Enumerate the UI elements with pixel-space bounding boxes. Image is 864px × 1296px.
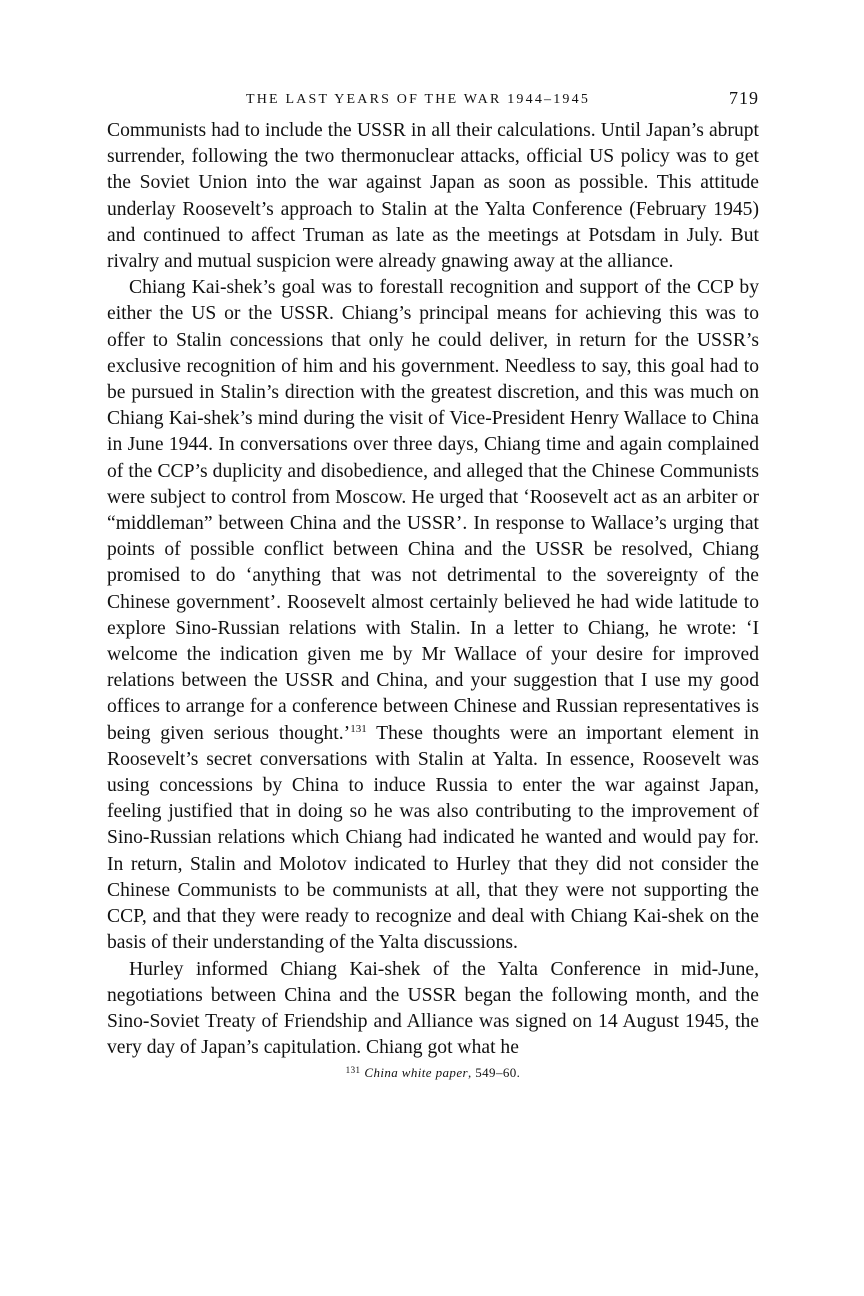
- footnote-title: China white paper: [364, 1065, 468, 1081]
- paragraph-2-text-a: Chiang Kai-shek’s goal was to forestall recognition and support of the CCP by either the US or the USSR. Chiang’s principal means for achieving this was to offer to Stalin concessions that only he could deliver, in return for the USSR’s exclusive recognition of him and his government. Needless to say, this goal had to be pursued in Stalin’s direction with the greatest discretion, and this was much on Chiang Kai-shek’s mind during the visit of Vice-President Henry Wallace to China in June 1944. In conversations over three days, Chiang time and again complained of the CCP’s duplicity and disobedience, and alleged that the Chinese Communists were subject to control from Moscow. He urged that ‘Roosevelt act as an arbiter or “middleman” between China and the USSR’. In response to Wallace’s urging that points of possible conflict between China and the USSR be resolved, Chiang promised to do ‘anything that was not detrimental to the sovereignty of the Chinese government’. Roosevelt almost certainly believed he had wide latitude to explore Sino-Russian relations with Stalin. In a letter to Chiang, he wrote: ‘I welcome the indication given me by Mr Wallace of your desire for improved relations between the USSR and China, and your suggestion that I use my good offices to arrange for a conference between Chinese and Russian representatives is being given serious thought.’: [107, 277, 759, 744]
- footnote-pages: , 549–60.: [467, 1065, 521, 1081]
- running-head: [107, 86, 759, 118]
- footnote-mark: 131: [345, 1065, 361, 1076]
- book-page: [107, 86, 759, 1081]
- running-title: THE LAST YEARS OF THE WAR 1944–1945: [245, 92, 591, 107]
- paragraph-2-text-b: These thoughts were an important element in Roosevelt’s secret conversations with Stalin at Yalta. In essence, Roosevelt was using concessions by China to induce Russia to enter the war against Japan, feeling justified that in doing so he was also contributing to the improvement of Sino-Russian relations which Chiang had indicated he wanted and would pay for. In return, Stalin and Molotov indicated to Hurley that they did not consider the Chinese Communists to be communists at all, that they were not supporting the CCP, and that they were ready to recognize and deal with Chiang Kai-shek on the basis of their understanding of the Yalta discussions.: [107, 722, 760, 954]
- paragraph-3: Hurley informed Chiang Kai-shek of the Yalta Conference in mid-June, negotiations between China and the USSR began the following month, and the Sino-Soviet Treaty of Friendship and Alliance was signed on 14 August 1945, the very day of Japan’s capitulation. Chiang got what he: [107, 958, 759, 1059]
- paragraph-1: Communists had to include the USSR in all their calculations. Until Japan’s abrupt surrender, following the two thermonuclear attacks, official US policy was to get the Soviet Union into the war against Japan as soon as possible. This attitude underlay Roosevelt’s approach to Stalin at the Yalta Conference (February 1945) and continued to affect Truman as late as the meetings at Potsdam in July. But rivalry and mutual suspicion were already gnawing away at the alliance.: [107, 120, 759, 273]
- page-number: 719: [729, 88, 759, 108]
- footnote: [107, 1065, 759, 1081]
- paragraph-2: [107, 275, 759, 956]
- footnote-reference: 131: [350, 722, 367, 735]
